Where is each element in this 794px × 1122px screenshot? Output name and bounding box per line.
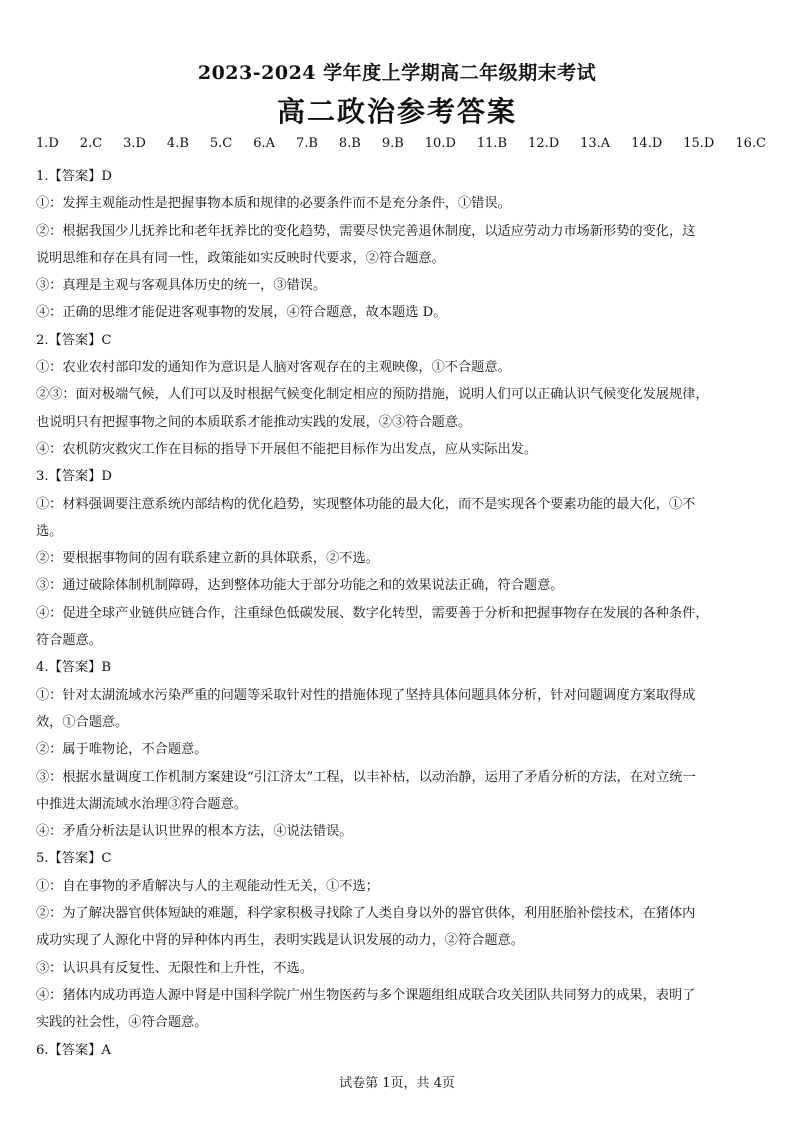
answer-item: 15.D [683, 136, 715, 151]
question-answer-heading: 4.【答案】B [36, 660, 112, 676]
explanation-line: ④：正确的思维才能促进客观事物的发展，④符合题意，故本题选 D。 [36, 305, 447, 321]
explanation-line: ①：材料强调要注意系统内部结构的优化趋势，实现整体功能的最大化，而不是实现各个要素功能的最大化，①不 [36, 496, 696, 512]
answer-summary-row [36, 136, 766, 151]
answer-item: 9.B [381, 136, 404, 151]
explanation-line: ④：农机防灾救灾工作在目标的指导下开展但不能把目标作为出发点，应从实际出发。 [36, 441, 538, 457]
answer-item: 12.D [528, 136, 560, 151]
explanation-line: 实践的社会性，④符合题意。 [36, 1015, 208, 1031]
answer-item: 10.D [424, 136, 456, 151]
question-answer-heading: 6.【答案】A [36, 1042, 111, 1058]
answer-item: 13.A [580, 136, 611, 151]
explanation-line: ③：真理是主观与客观具体历史的统一，③错误。 [36, 278, 327, 294]
page-footer: 试卷第 1页，共 4页 [339, 1076, 455, 1091]
explanation-line: ④：矛盾分析法是认识世界的根本方法，④说法错误。 [36, 824, 353, 840]
exam-title: 2023-2024 学年度上学期高二年级期末考试 [197, 62, 597, 84]
explanation-line: ①：发挥主观能动性是把握事物本质和规律的必要条件而不是充分条件，①错误。 [36, 196, 511, 212]
explanation-line: ③：根据水量调度工作机制方案建设“引江济太”工程，以丰补枯，以动治静，运用了矛盾分析的方法，在对立统一 [36, 769, 696, 785]
explanation-line: ④：猪体内成功再造人源中肾是中国科学院广州生物医药与多个课题组组成联合攻关团队共同努力的成果，表明了 [36, 987, 696, 1003]
explanation-line: ①：针对太湖流域水污染严重的问题等采取针对性的措施体现了坚持具体问题具体分析，针对问题调度方案取得成 [36, 687, 696, 703]
question-answer-heading: 3.【答案】D [36, 469, 112, 485]
answer-item: 1.D [36, 136, 59, 151]
answer-item: 8.B [338, 136, 361, 151]
answer-key-title: 高二政治参考答案 [276, 95, 517, 128]
question-answer-heading: 5.【答案】C [36, 851, 112, 867]
answer-item: 16.C [735, 136, 766, 151]
answer-item: 7.B [295, 136, 318, 151]
explanation-line: ①：农业农村部印发的通知作为意识是人脑对客观存在的主观映像，①不合题意。 [36, 360, 511, 376]
explanation-line: 效，①合题意。 [36, 714, 129, 730]
explanations [36, 163, 766, 1064]
explanation-line: 也说明只有把握事物之间的本质联系才能推动实践的发展，②③符合题意。 [36, 414, 472, 430]
answer-item: 5.C [209, 136, 233, 151]
answer-item: 11.B [476, 136, 508, 151]
explanation-line: 符合题意。 [36, 633, 102, 649]
explanation-line: 成功实现了人源化中肾的异种体内再生，表明实践是认识发展的动力，②符合题意。 [36, 933, 524, 949]
explanation-line: ④：促进全球产业链供应链合作，注重绿色低碳发展、数字化转型，需要善于分析和把握事物存在发展的各种条件， [36, 605, 709, 621]
explanation-line: ①：自在事物的矛盾解决与人的主观能动性无关，①不选； [36, 878, 379, 894]
question-answer-heading: 2.【答案】C [36, 332, 112, 348]
explanation-line: 选。 [36, 523, 63, 539]
answer-item: 2.C [79, 136, 103, 151]
explanation-line: ②：属于唯物论，不合题意。 [36, 742, 208, 758]
answer-item: 3.D [123, 136, 146, 151]
explanation-line: ②③：面对极端气候，人们可以及时根据气候变化制定相应的预防措施，说明人们可以正确认识气候变化发展规律， [36, 387, 709, 403]
answer-item: 4.B [166, 136, 189, 151]
explanation-line: ③：通过破除体制机制障碍，达到整体功能大于部分功能之和的效果说法正确，符合题意。 [36, 578, 564, 594]
explanation-line: ②：要根据事物间的固有联系建立新的具体联系，②不选。 [36, 551, 379, 567]
question-answer-heading: 1.【答案】D [36, 169, 112, 184]
explanation-line: ②：根据我国少儿抚养比和老年抚养比的变化趋势，需要尽快完善退休制度，以适应劳动力市场新形势的变化，这 [36, 223, 696, 239]
explanation-line: ③：认识具有反复性、无限性和上升性，不选。 [36, 960, 313, 976]
explanation-line: 中推进太湖流域水治理③符合题意。 [36, 796, 247, 812]
answer-item: 14.D [631, 136, 663, 151]
answer-item: 6.A [253, 136, 275, 151]
explanation-line: ②：为了解决器官供体短缺的难题，科学家积极寻找除了人类自身以外的器官供体，利用胚胎补偿技术，在猪体内 [36, 906, 696, 922]
explanation-line: 说明思维和存在具有同一性，政策能如实反映时代要求，②符合题意。 [36, 250, 445, 266]
